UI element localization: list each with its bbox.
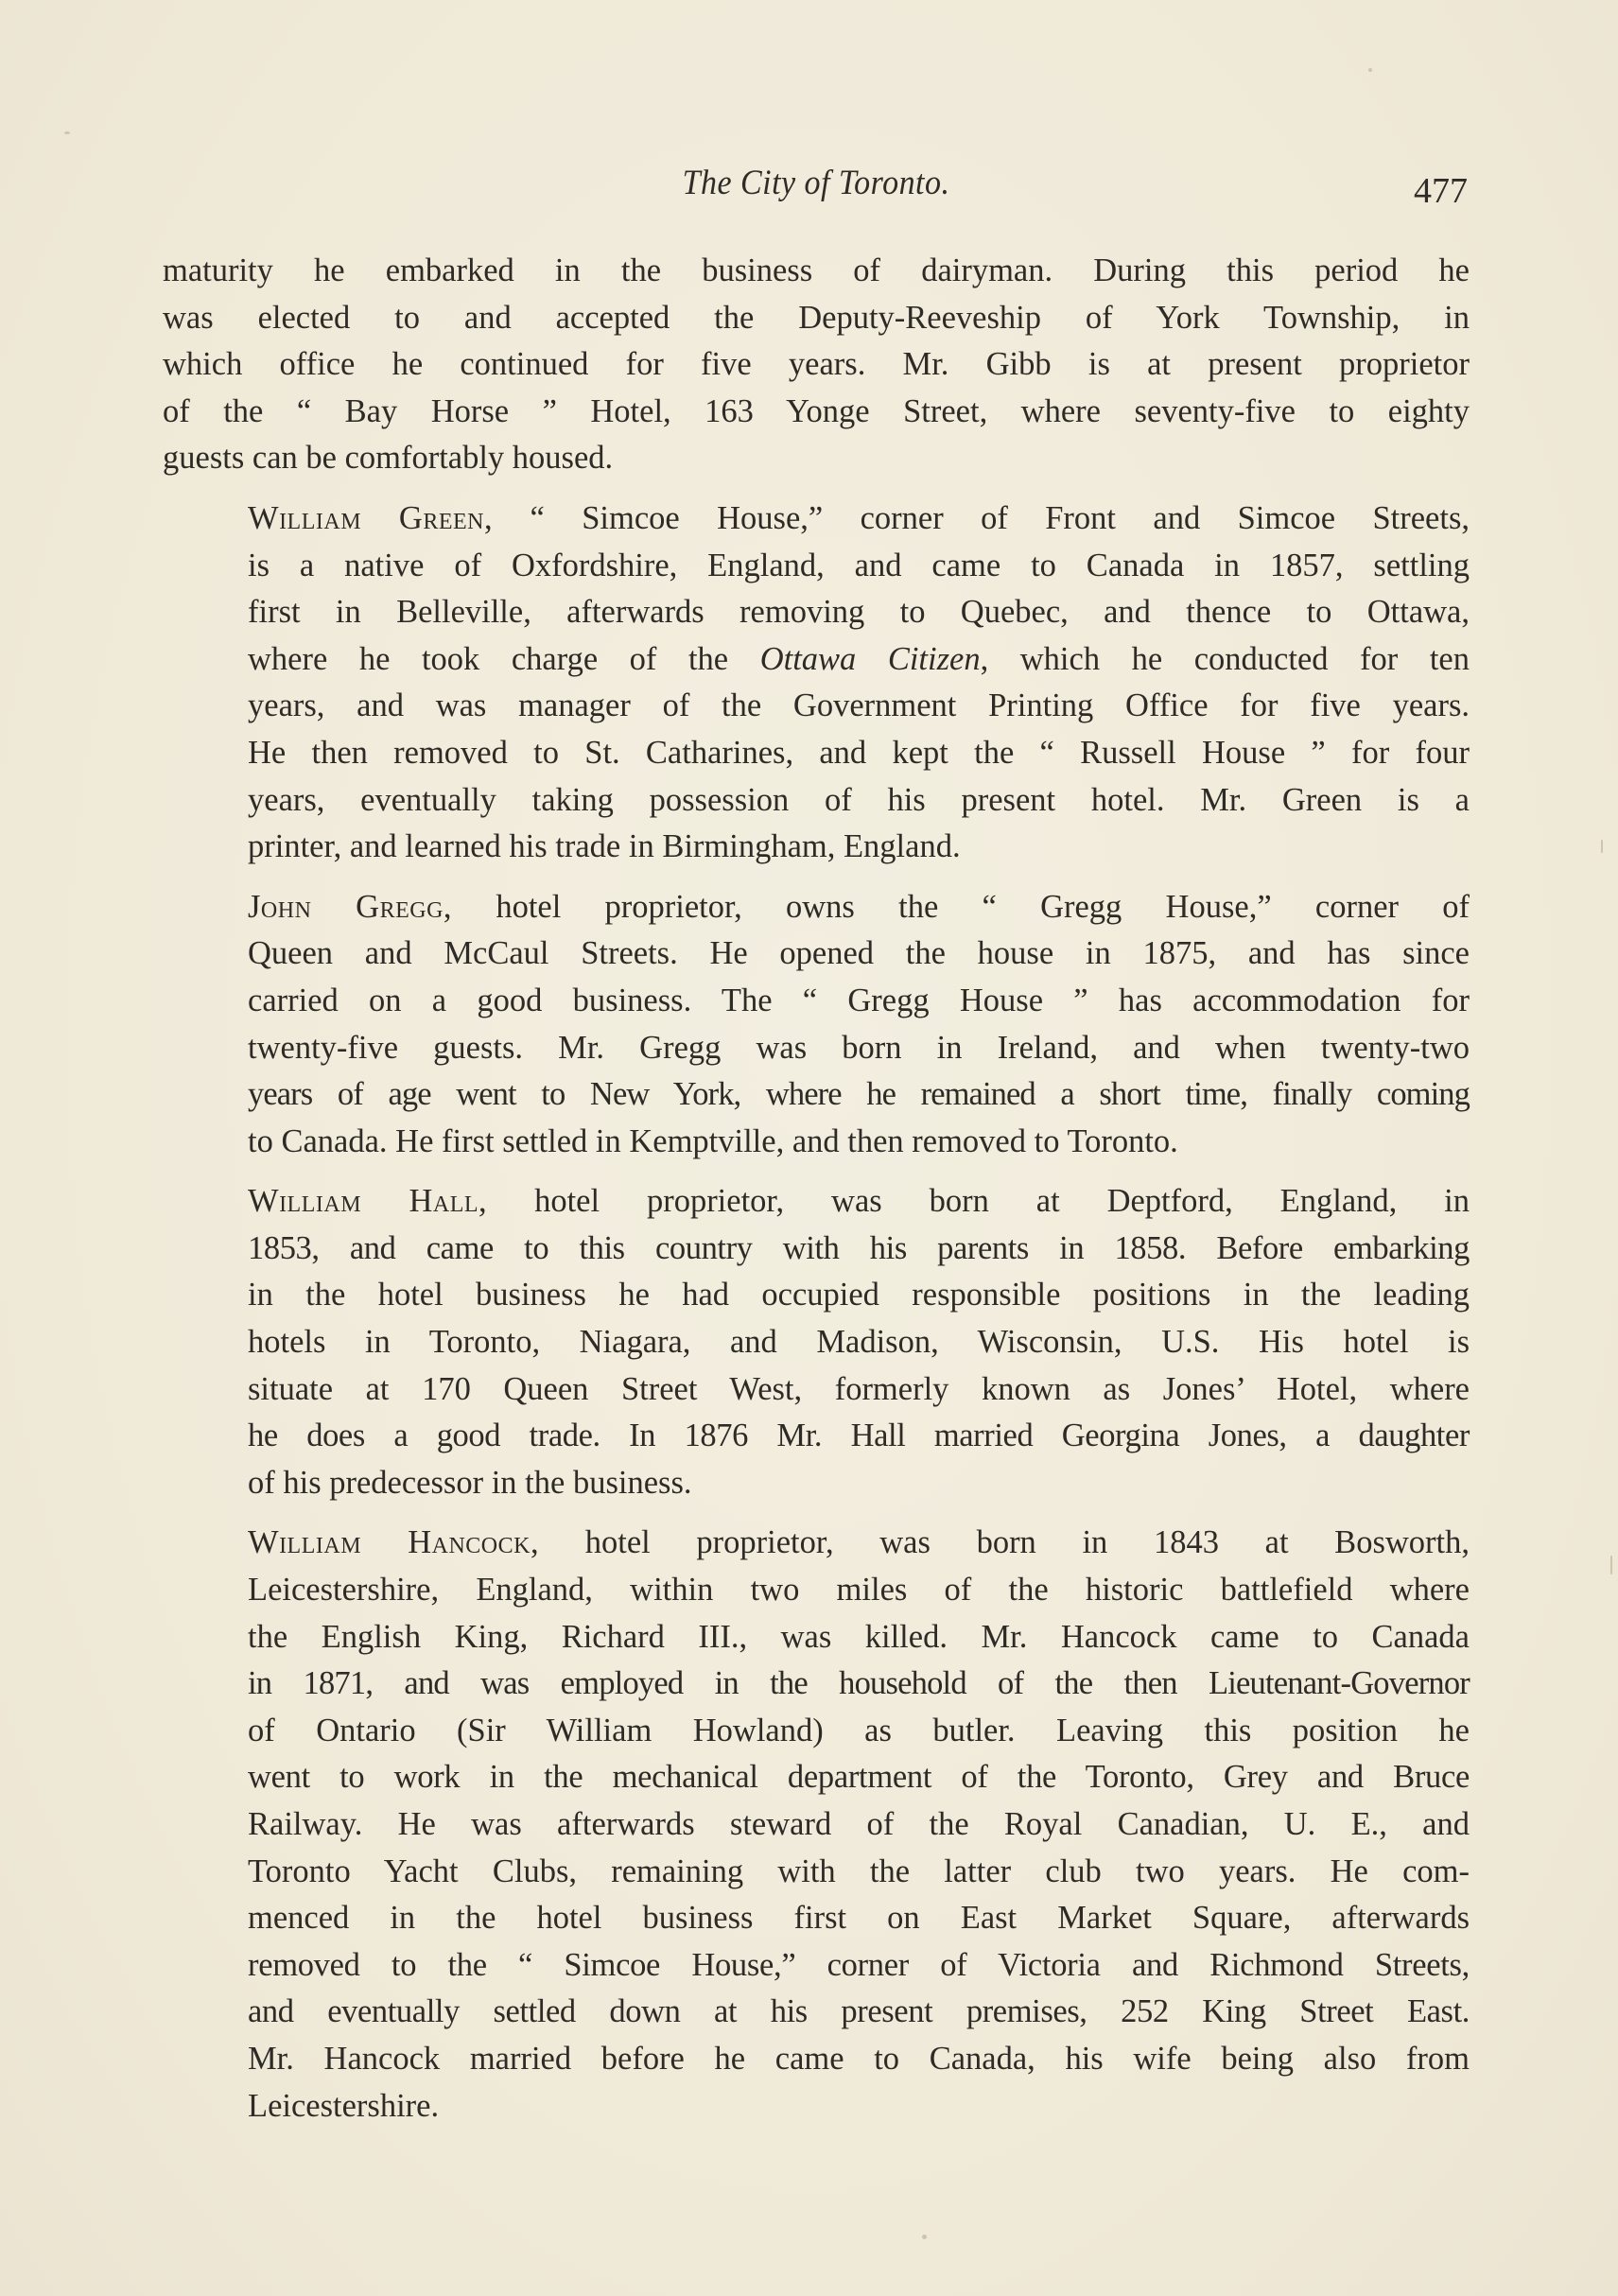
paper-speck	[1610, 1556, 1612, 1574]
entry-name: William Hall,	[248, 1183, 488, 1220]
paper-speck	[922, 2235, 927, 2239]
text-segment: where he took charge of the	[248, 640, 760, 677]
text-line: 1853, and came to this country with his parents in 1858. Before embarking	[248, 1229, 1470, 1266]
text-line: Leicestershire.	[248, 2087, 440, 2124]
text-line: years, eventually taking possession of his present hotel. Mr. Green is a	[248, 781, 1470, 818]
paragraph-william-green	[163, 496, 1470, 871]
text-line: was elected to and accepted the Deputy-Reeveship of York Township, in	[163, 299, 1470, 336]
text-line: in the hotel business he had occupied responsible positions in the leading	[248, 1277, 1470, 1313]
text-line: of the “ Bay Horse ” Hotel, 163 Yonge Street, where seventy-five to eighty	[163, 392, 1470, 429]
paragraph-william-hancock	[163, 1520, 1470, 2130]
text-line: hotels in Toronto, Niagara, and Madison, Wisconsin, U.S. His hotel is	[248, 1324, 1470, 1361]
text-line: first in Belleville, afterwards removing to Quebec, and thence to Ottawa,	[248, 594, 1470, 631]
text-line	[163, 1520, 1470, 1567]
paragraph-william-hall	[163, 1178, 1470, 1506]
entry-name: William Green,	[248, 499, 494, 536]
text-line: situate at 170 Queen Street West, formerly known as Jones’ Hotel, where	[248, 1370, 1470, 1407]
text-line: years, and was manager of the Government Printing Office for five years.	[248, 687, 1470, 724]
text-line: of Ontario (Sir William Howland) as butler. Leaving this position he	[248, 1712, 1470, 1748]
paragraph-gibb-continued	[163, 248, 1470, 482]
text-line: years of age went to New York, where he remained a short time, finally coming	[248, 1076, 1470, 1113]
text-line: Mr. Hancock married before he came to Canada, his wife being also from	[248, 2040, 1470, 2077]
text-line: which office he continued for five years. Mr. Gibb is at present proprietor	[163, 346, 1470, 383]
paragraph-john-gregg	[163, 884, 1470, 1166]
body-text	[163, 248, 1470, 2143]
text-line: and eventually settled down at his present premises, 252 King Street East.	[248, 1993, 1470, 2030]
text-line	[163, 496, 1470, 543]
newspaper-title: Ottawa Citizen	[759, 640, 981, 677]
paper-speck	[1601, 840, 1603, 853]
text-line-rest: hotel proprietor, was born in 1843 at Bosworth,	[539, 1524, 1470, 1561]
text-line-rest: hotel proprietor, was born at Deptford, England, in	[487, 1183, 1470, 1220]
text-line: is a native of Oxfordshire, England, and came to Canada in 1857, settling	[248, 547, 1470, 583]
text-line: he does a good trade. In 1876 Mr. Hall married Georgina Jones, a daughter	[248, 1418, 1470, 1454]
text-line	[163, 884, 1470, 931]
text-line: removed to the “ Simcoe House,” corner of Victoria and Richmond Streets,	[248, 1946, 1470, 1983]
text-line: Toronto Yacht Clubs, remaining with the latter club two years. He com-	[248, 1852, 1470, 1889]
text-line: Leicestershire, England, within two miles of the historic battlefield where	[248, 1572, 1470, 1609]
running-header	[163, 159, 1470, 216]
text-line: printer, and learned his trade in Birmingham, England.	[248, 828, 961, 865]
text-line: guests can be comfortably housed.	[163, 440, 614, 477]
text-line: twenty-five guests. Mr. Gregg was born in Ireland, and when twenty-two	[248, 1029, 1470, 1066]
page-number: 477	[1414, 171, 1468, 211]
text-line: Queen and McCaul Streets. He opened the house in 1875, and has since	[248, 935, 1470, 972]
text-line	[163, 636, 1470, 684]
text-segment: , which he conducted for ten	[980, 640, 1470, 677]
text-line: in 1871, and was employed in the household of the then Lieutenant-Governor	[248, 1665, 1470, 1702]
text-line: the English King, Richard III., was killed. Mr. Hancock came to Canada	[248, 1618, 1470, 1655]
text-line-rest: “ Simcoe House,” corner of Front and Simcoe Streets,	[493, 499, 1470, 536]
text-line: carried on a good business. The “ Gregg House ” has accommodation for	[248, 982, 1470, 1018]
paper-speck	[64, 131, 70, 134]
text-line	[163, 1178, 1470, 1226]
text-line-rest: hotel proprietor, owns the “ Gregg House,” corner of	[452, 888, 1470, 925]
text-line: of his predecessor in the business.	[248, 1464, 692, 1501]
text-line: to Canada. He first settled in Kemptville, and then removed to Toronto.	[248, 1122, 1178, 1159]
text-line: menced in the hotel business first on East Market Square, afterwards	[248, 1900, 1470, 1937]
text-line: Railway. He was afterwards steward of the Royal Canadian, U. E., and	[248, 1806, 1470, 1842]
entry-name: John Gregg,	[248, 888, 453, 925]
paper-speck	[1368, 68, 1372, 72]
text-line: maturity he embarked in the business of dairyman. During this period he	[163, 252, 1470, 288]
text-line: He then removed to St. Catharines, and kept the “ Russell House ” for four	[248, 734, 1470, 771]
entry-name: William Hancock,	[248, 1524, 540, 1561]
running-title: The City of Toronto.	[682, 164, 950, 202]
text-line: went to work in the mechanical department of the Toronto, Grey and Bruce	[248, 1759, 1470, 1796]
